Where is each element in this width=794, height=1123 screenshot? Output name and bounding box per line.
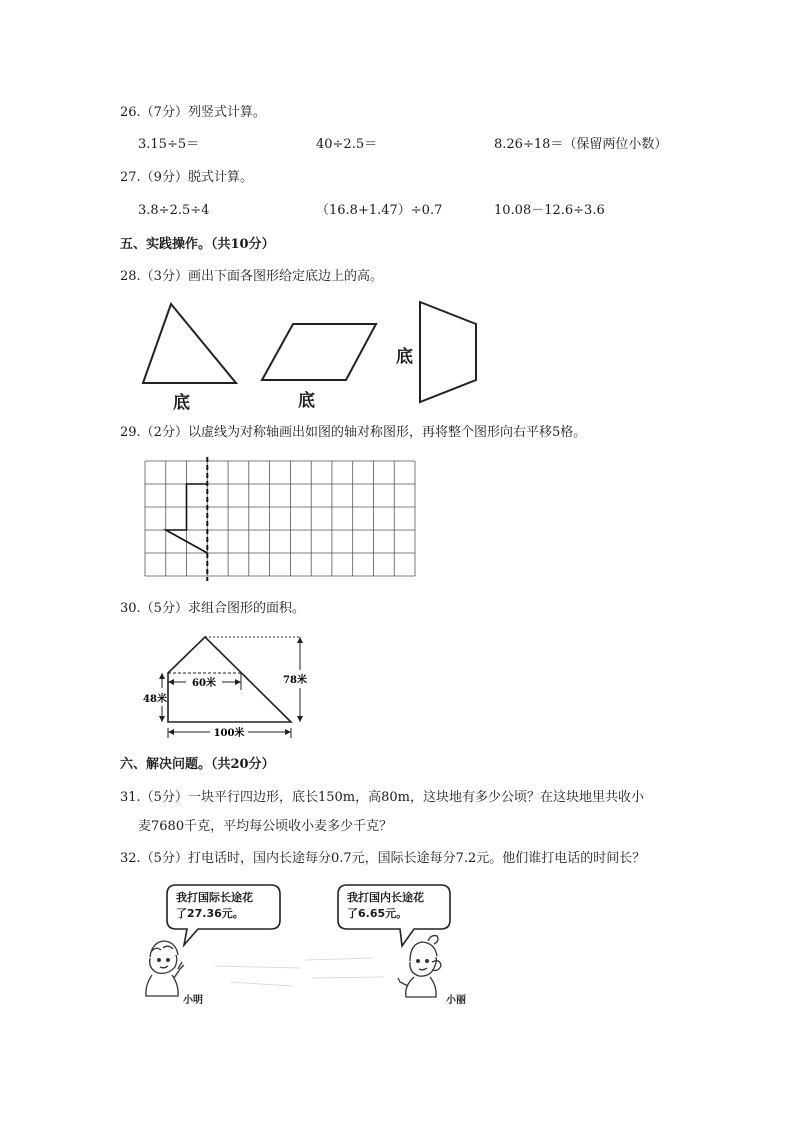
- q30-title: 30.（5分）求组合图形的面积。: [120, 601, 305, 616]
- triangle-base-label: 底: [173, 393, 190, 413]
- section-6-heading: 六、解决问题。（共20分）: [120, 757, 275, 772]
- q26-item-2: 40÷2.5＝: [316, 137, 378, 152]
- bubble-right-line-2: 了6.65元。: [347, 907, 408, 920]
- bubble-left-line-1: 我打国际长途花: [176, 891, 253, 904]
- dim-label-top-width: 60米: [192, 678, 216, 689]
- dim-label-bottom-width: 100米: [213, 728, 245, 739]
- name-xiaoming: 小明: [183, 995, 203, 1006]
- q27-item-3: 10.08－12.6÷3.6: [494, 203, 605, 218]
- q26-title: 26.（7分）列竖式计算。: [120, 105, 266, 120]
- q26-item-1: 3.15÷5＝: [138, 137, 200, 152]
- background-scribble: [215, 958, 384, 986]
- q31-line-1: 31.（5分）一块平行四边形，底长150m，高80m，这块地有多少公顷？在这块地里共收小: [120, 790, 644, 805]
- q27-title: 27.（9分）脱式计算。: [120, 170, 253, 185]
- dim-label-left-height: 48米: [143, 694, 167, 705]
- name-xiaoli: 小丽: [446, 995, 466, 1006]
- trapezoid-base-label: 底: [396, 347, 413, 367]
- bubble-right-line-1: 我打国内长途花: [347, 891, 424, 904]
- q27-item-2: （16.8+1.47）÷0.7: [316, 203, 443, 218]
- parallelogram-base-label: 底: [298, 391, 315, 411]
- q26-item-3: 8.26÷18＝（保留两位小数）: [494, 137, 668, 152]
- q28-title: 28.（3分）画出下面各图形给定底边上的高。: [120, 269, 383, 284]
- girl-figure: [398, 936, 441, 997]
- q29-title: 29.（2分）以虚线为对称轴画出如图的轴对称图形，再将整个图形向右平移5格。: [120, 425, 587, 440]
- dim-label-right-height: 78米: [283, 675, 307, 686]
- section-5-heading: 五、实践操作。（共10分）: [120, 237, 275, 252]
- q27-item-1: 3.8÷2.5÷4: [138, 203, 210, 218]
- bubble-left-line-2: 了27.36元。: [176, 907, 244, 920]
- boy-figure: [146, 941, 184, 996]
- q32-title: 32.（5分）打电话时，国内长途每分0.7元，国际长途每分7.2元。他们谁打电话的时间长？: [120, 851, 646, 866]
- q31-line-2: 麦7680千克，平均每公顷收小麦多少千克？: [138, 819, 393, 834]
